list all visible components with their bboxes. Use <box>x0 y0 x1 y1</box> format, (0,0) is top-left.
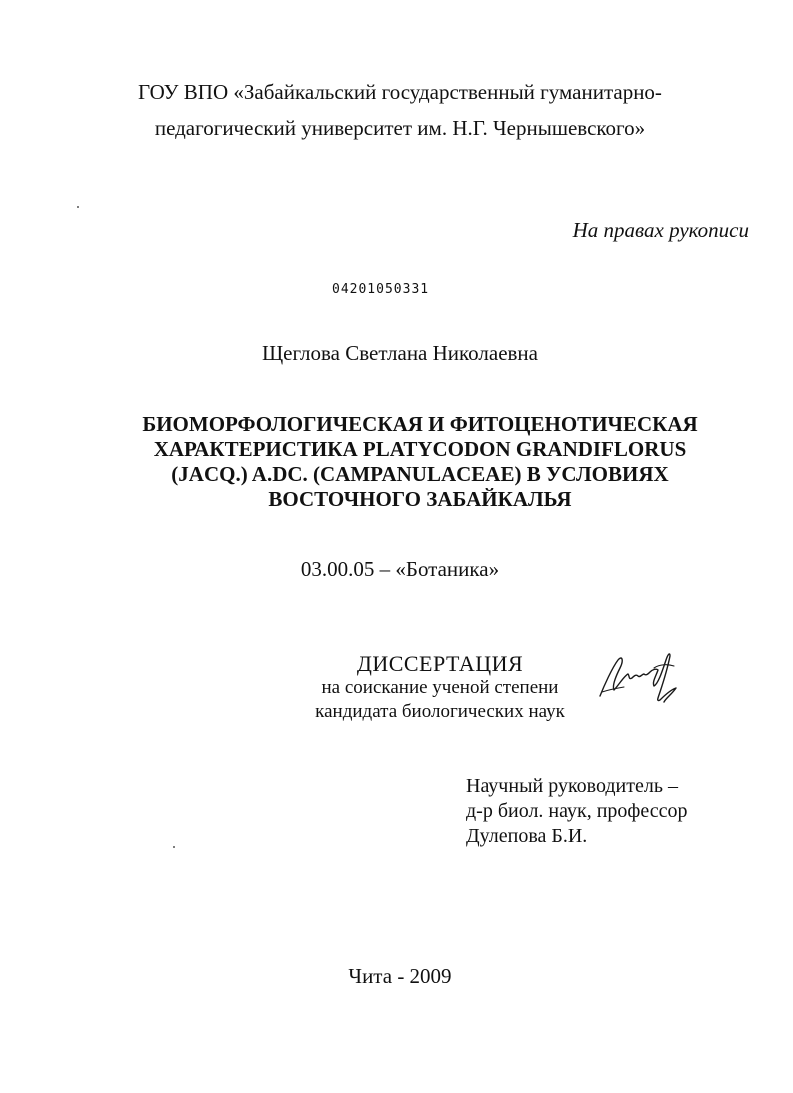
dissertation-heading: ДИССЕРТАЦИЯ <box>356 651 524 676</box>
registry-code: 04201050331 <box>332 282 430 297</box>
degree-line-1: на соискание ученой степени <box>321 677 559 698</box>
supervisor-line-1: Научный руководитель – <box>466 775 678 797</box>
title-line-4: ВОСТОЧНОГО ЗАБАЙКАЛЬЯ <box>268 487 572 511</box>
author-name: Щеглова Светлана Николаевна <box>262 341 538 365</box>
title-line-2: ХАРАКТЕРИСТИКА PLATYCODON GRANDIFLORUS <box>153 437 687 461</box>
supervisor-line-2: д-р биол. наук, профессор <box>466 800 688 822</box>
institution-line-2: педагогический университет им. Н.Г. Чернышевского» <box>154 116 646 140</box>
specialty-code: 03.00.05 – «Ботаника» <box>300 557 500 581</box>
dissertation-title <box>100 412 740 512</box>
institution-name <box>100 74 700 146</box>
scan-speck <box>173 846 175 848</box>
title-line-3: (JACQ.) A.DC. (CAMPANULACEAE) В УСЛОВИЯХ <box>171 462 669 486</box>
rights-note: На правах рукописи <box>572 218 749 242</box>
institution-line-1: ГОУ ВПО «Забайкальский государственный гуманитарно- <box>138 80 662 104</box>
title-line-1: БИОМОРФОЛОГИЧЕСКАЯ И ФИТОЦЕНОТИЧЕСКАЯ <box>142 412 698 436</box>
degree-line-2: кандидата биологических наук <box>315 701 565 722</box>
scan-speck <box>77 206 79 208</box>
author-signature <box>594 646 686 706</box>
supervisor-line-3: Дулепова Б.И. <box>466 825 588 847</box>
scientific-supervisor <box>466 774 688 849</box>
city-year: Чита - 2009 <box>348 964 452 988</box>
dissertation-degree <box>270 652 610 724</box>
